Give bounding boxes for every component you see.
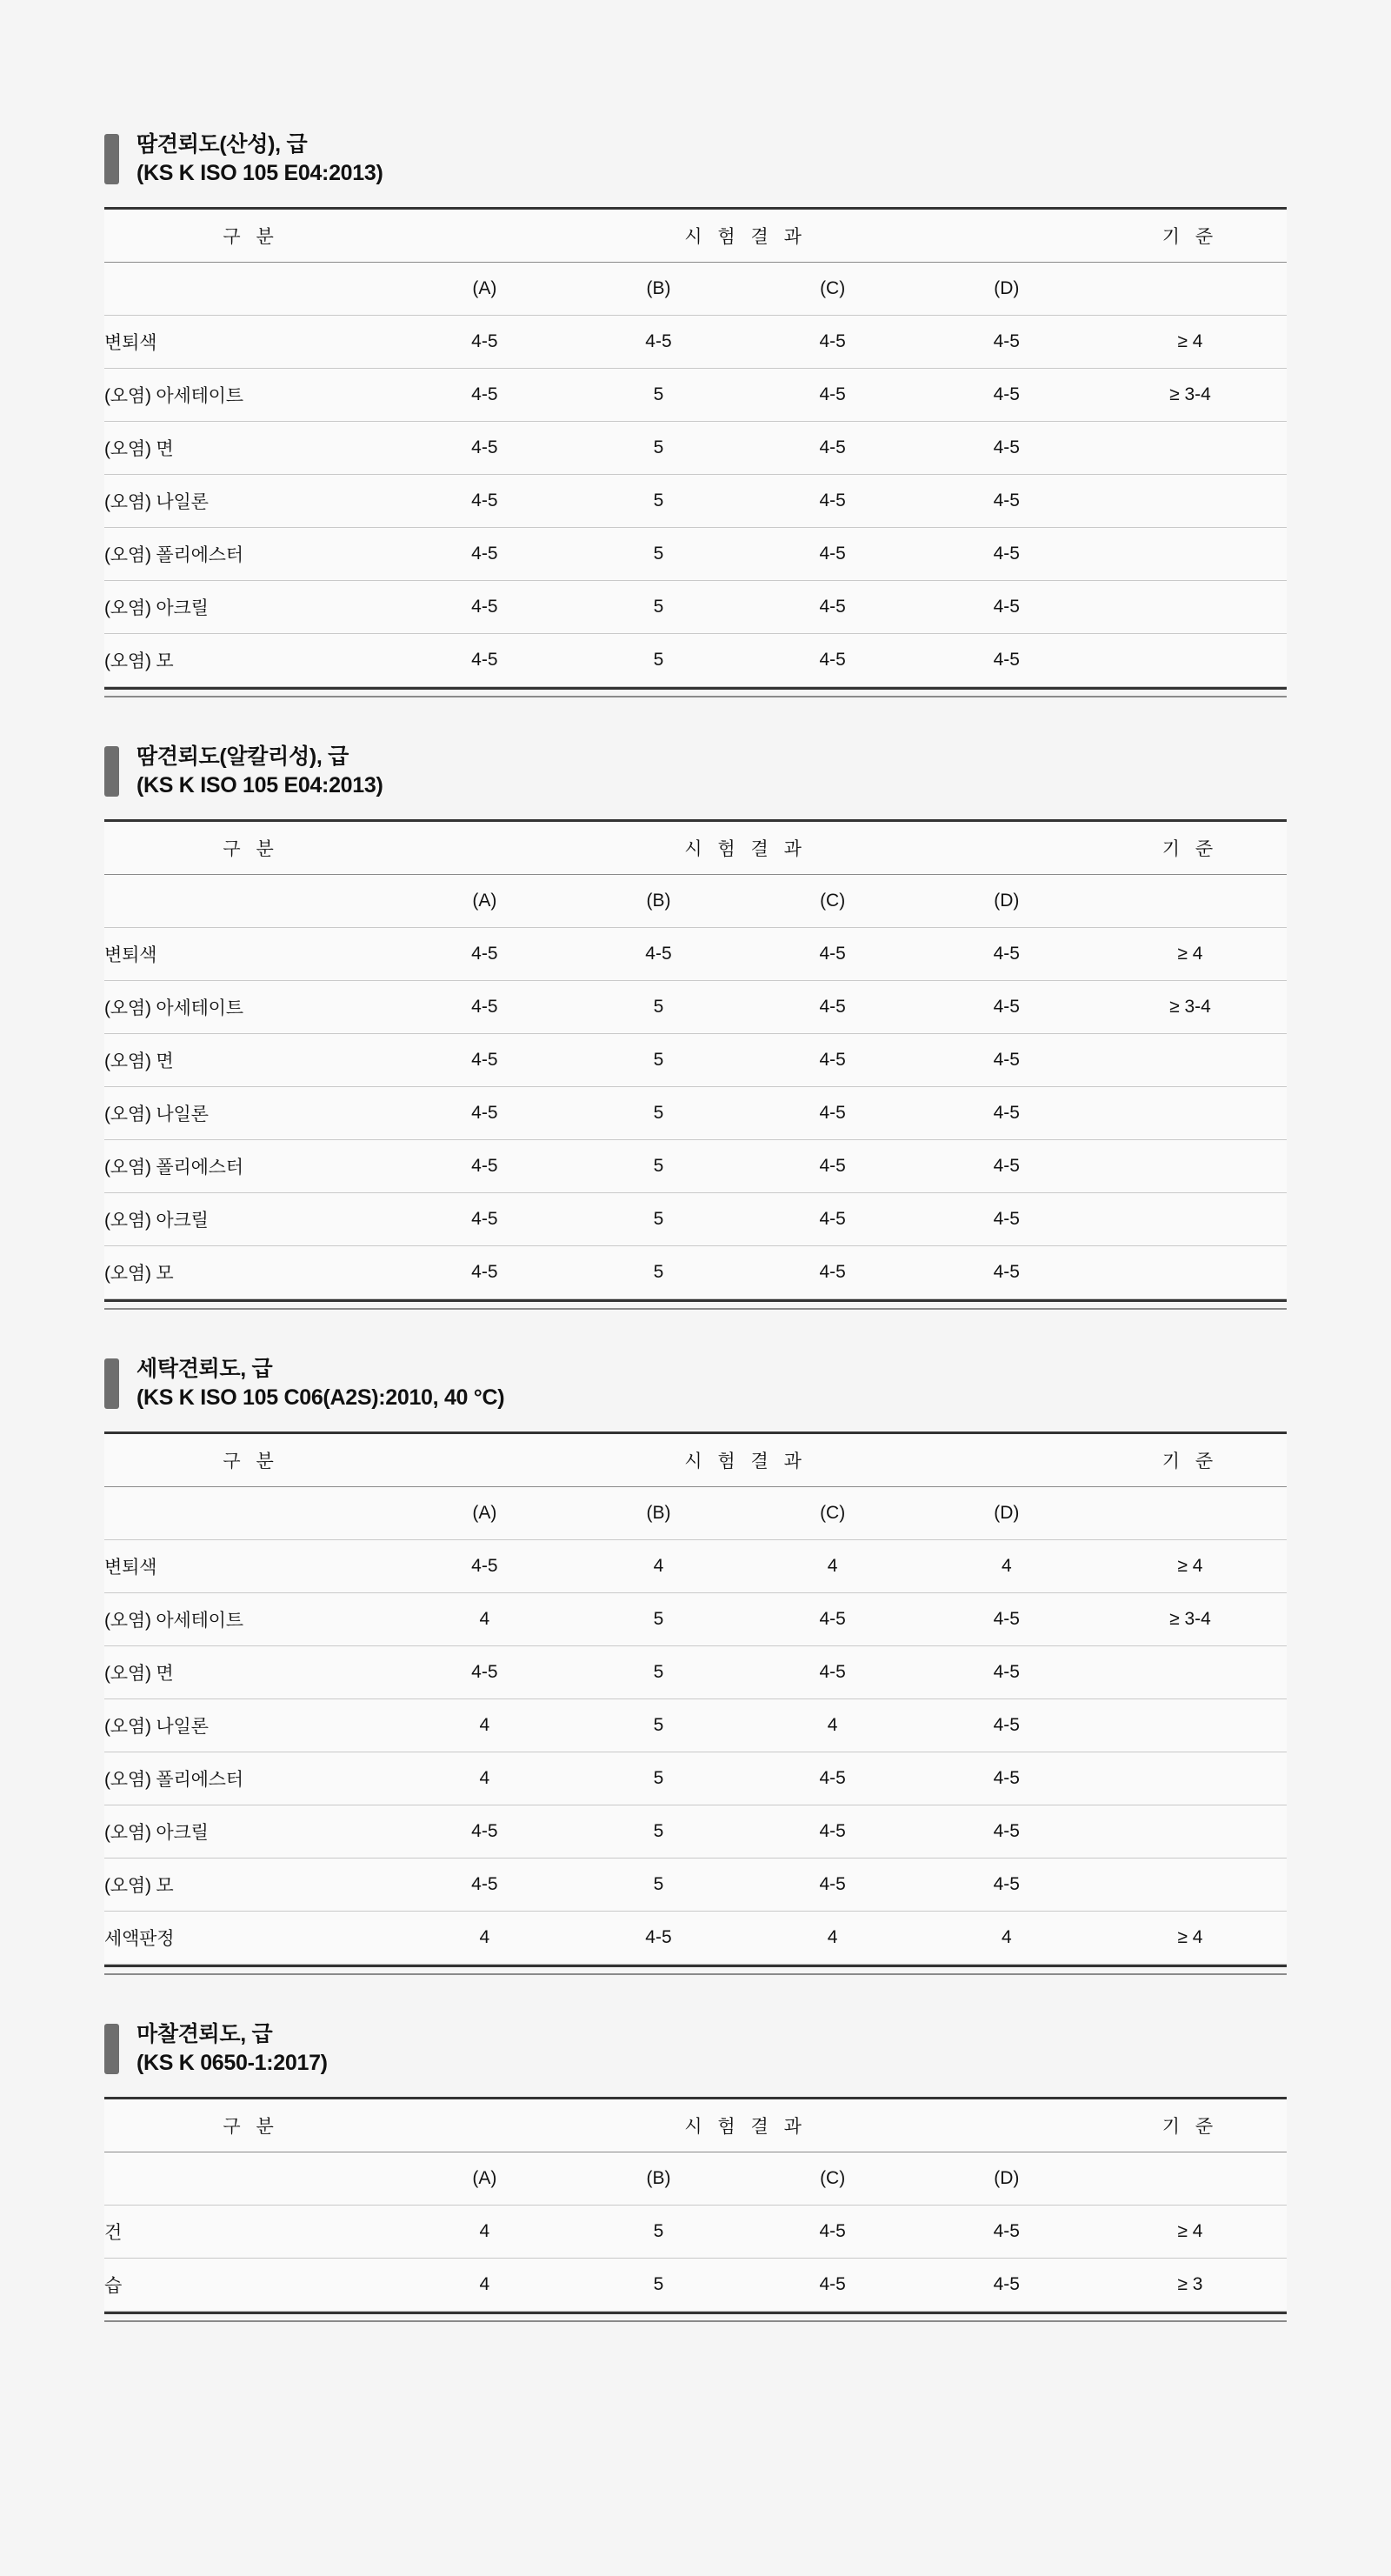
result-value: 4-5 xyxy=(397,1646,571,1699)
result-value: 4-5 xyxy=(397,1034,571,1087)
result-value: 4-5 xyxy=(746,2206,920,2259)
standard-value: ≥ 3-4 xyxy=(1094,369,1287,422)
header-test-results: 시 험 결 과 xyxy=(397,2099,1094,2152)
table-row xyxy=(104,1646,1287,1699)
letters-row-blank-right xyxy=(1094,2152,1287,2206)
table-row xyxy=(104,1699,1287,1752)
sample-label: (C) xyxy=(746,2152,920,2206)
section-divider xyxy=(104,1965,1287,1975)
table-head xyxy=(104,821,1287,928)
standard-value xyxy=(1094,1246,1287,1299)
table-row xyxy=(104,2259,1287,2312)
standard-value xyxy=(1094,1034,1287,1087)
sample-label: (A) xyxy=(397,263,571,316)
result-value: 4 xyxy=(397,1593,571,1646)
result-value: 4 xyxy=(920,1912,1094,1965)
standard-value: ≥ 3-4 xyxy=(1094,1593,1287,1646)
letters-row-blank-left xyxy=(104,875,397,928)
row-label: (오염) 폴리에스터 xyxy=(104,1140,397,1193)
section-standard-code: (KS K 0650-1:2017) xyxy=(136,2051,328,2075)
section-title: 땀견뢰도(산성), 급 xyxy=(136,132,308,157)
result-value: 4-5 xyxy=(920,528,1094,581)
header-division: 구 분 xyxy=(104,821,397,875)
test-section xyxy=(104,743,1287,1310)
result-value: 4-5 xyxy=(397,634,571,687)
result-value: 4-5 xyxy=(397,1193,571,1246)
table-row xyxy=(104,475,1287,528)
result-value: 4-5 xyxy=(920,2206,1094,2259)
header-row xyxy=(104,2099,1287,2152)
result-value: 4-5 xyxy=(746,475,920,528)
row-label: 변퇴색 xyxy=(104,928,397,981)
table-head xyxy=(104,2099,1287,2206)
result-value: 4-5 xyxy=(920,1805,1094,1859)
letters-row-blank-left xyxy=(104,2152,397,2206)
row-label: (오염) 나일론 xyxy=(104,1699,397,1752)
result-value: 4-5 xyxy=(746,528,920,581)
standard-value xyxy=(1094,1087,1287,1140)
result-value: 5 xyxy=(571,422,745,475)
result-value: 4 xyxy=(746,1540,920,1593)
result-value: 4-5 xyxy=(746,1805,920,1859)
standard-value xyxy=(1094,422,1287,475)
header-division: 구 분 xyxy=(104,209,397,263)
result-value: 4 xyxy=(397,2206,571,2259)
result-value: 4-5 xyxy=(746,1593,920,1646)
results-table xyxy=(104,207,1287,687)
result-value: 5 xyxy=(571,1193,745,1246)
section-divider xyxy=(104,1299,1287,1310)
row-label: 세액판정 xyxy=(104,1912,397,1965)
result-value: 5 xyxy=(571,1140,745,1193)
result-value: 4-5 xyxy=(920,1752,1094,1805)
table-body xyxy=(104,316,1287,687)
result-value: 4-5 xyxy=(920,1246,1094,1299)
result-value: 4-5 xyxy=(397,1859,571,1912)
result-value: 4-5 xyxy=(746,928,920,981)
result-value: 5 xyxy=(571,475,745,528)
row-label: (오염) 나일론 xyxy=(104,1087,397,1140)
table-body xyxy=(104,928,1287,1299)
result-value: 4 xyxy=(397,1699,571,1752)
results-table-wrapper xyxy=(104,207,1287,687)
row-label: (오염) 아크릴 xyxy=(104,1805,397,1859)
section-header xyxy=(104,743,1287,800)
header-standard: 기 준 xyxy=(1094,821,1287,875)
standard-value xyxy=(1094,1859,1287,1912)
section-divider xyxy=(104,687,1287,697)
table-head xyxy=(104,209,1287,316)
sample-label: (D) xyxy=(920,1487,1094,1540)
result-value: 4-5 xyxy=(920,1699,1094,1752)
section-standard-code: (KS K ISO 105 C06(A2S):2010, 40 °C) xyxy=(136,1385,505,1410)
table-row xyxy=(104,1912,1287,1965)
table-body xyxy=(104,1540,1287,1965)
table-row xyxy=(104,981,1287,1034)
section-title: 땀견뢰도(알칼리성), 급 xyxy=(136,744,349,769)
standard-value xyxy=(1094,1752,1287,1805)
result-value: 4-5 xyxy=(746,1859,920,1912)
standard-value: ≥ 4 xyxy=(1094,316,1287,369)
result-value: 4-5 xyxy=(571,1912,745,1965)
sample-label: (D) xyxy=(920,263,1094,316)
result-value: 4-5 xyxy=(920,581,1094,634)
sample-letters-row xyxy=(104,1487,1287,1540)
result-value: 4-5 xyxy=(746,981,920,1034)
result-value: 4-5 xyxy=(920,928,1094,981)
sample-label: (D) xyxy=(920,875,1094,928)
standard-value xyxy=(1094,581,1287,634)
result-value: 4 xyxy=(920,1540,1094,1593)
result-value: 4-5 xyxy=(746,422,920,475)
sample-label: (B) xyxy=(571,875,745,928)
result-value: 4-5 xyxy=(397,981,571,1034)
result-value: 4-5 xyxy=(920,1087,1094,1140)
sample-label: (C) xyxy=(746,1487,920,1540)
result-value: 5 xyxy=(571,1646,745,1699)
table-row xyxy=(104,1593,1287,1646)
result-value: 5 xyxy=(571,2206,745,2259)
table-row xyxy=(104,528,1287,581)
row-label: (오염) 아크릴 xyxy=(104,581,397,634)
result-value: 4-5 xyxy=(920,1140,1094,1193)
standard-value xyxy=(1094,634,1287,687)
standard-value: ≥ 4 xyxy=(1094,1912,1287,1965)
result-value: 4-5 xyxy=(920,1593,1094,1646)
result-value: 5 xyxy=(571,981,745,1034)
sample-label: (C) xyxy=(746,875,920,928)
result-value: 4-5 xyxy=(920,422,1094,475)
result-value: 4-5 xyxy=(571,928,745,981)
row-label: 건 xyxy=(104,2206,397,2259)
result-value: 4-5 xyxy=(920,1646,1094,1699)
result-value: 5 xyxy=(571,1859,745,1912)
sections-container xyxy=(104,130,1287,2322)
results-table xyxy=(104,1431,1287,1965)
result-value: 5 xyxy=(571,528,745,581)
header-test-results: 시 험 결 과 xyxy=(397,821,1094,875)
table-head xyxy=(104,1433,1287,1540)
result-value: 4-5 xyxy=(397,369,571,422)
result-value: 4-5 xyxy=(746,1140,920,1193)
result-value: 4-5 xyxy=(397,1087,571,1140)
result-value: 4 xyxy=(397,1752,571,1805)
result-value: 5 xyxy=(571,369,745,422)
section-header xyxy=(104,1355,1287,1412)
row-label: (오염) 폴리에스터 xyxy=(104,528,397,581)
result-value: 4-5 xyxy=(746,1246,920,1299)
result-value: 4-5 xyxy=(920,1034,1094,1087)
section-standard-code: (KS K ISO 105 E04:2013) xyxy=(136,161,383,185)
result-value: 4-5 xyxy=(920,1859,1094,1912)
row-label: (오염) 모 xyxy=(104,1859,397,1912)
table-row xyxy=(104,1540,1287,1593)
result-value: 4-5 xyxy=(920,2259,1094,2312)
section-marker-icon xyxy=(104,746,119,797)
letters-row-blank-right xyxy=(1094,875,1287,928)
result-value: 5 xyxy=(571,1246,745,1299)
header-test-results: 시 험 결 과 xyxy=(397,209,1094,263)
result-value: 4-5 xyxy=(920,981,1094,1034)
table-row xyxy=(104,928,1287,981)
header-row xyxy=(104,1433,1287,1487)
table-row xyxy=(104,1752,1287,1805)
result-value: 4 xyxy=(746,1699,920,1752)
result-value: 4-5 xyxy=(746,2259,920,2312)
letters-row-blank-left xyxy=(104,1487,397,1540)
table-row xyxy=(104,581,1287,634)
table-row xyxy=(104,634,1287,687)
section-title-group xyxy=(136,2020,328,2078)
sample-label: (C) xyxy=(746,263,920,316)
result-value: 4-5 xyxy=(397,1246,571,1299)
standard-value xyxy=(1094,1140,1287,1193)
test-section xyxy=(104,130,1287,697)
result-value: 4-5 xyxy=(397,1805,571,1859)
result-value: 5 xyxy=(571,1034,745,1087)
row-label: (오염) 모 xyxy=(104,634,397,687)
row-label: 변퇴색 xyxy=(104,1540,397,1593)
standard-value: ≥ 3-4 xyxy=(1094,981,1287,1034)
table-row xyxy=(104,2206,1287,2259)
section-marker-icon xyxy=(104,2024,119,2074)
result-value: 4-5 xyxy=(397,316,571,369)
result-value: 4-5 xyxy=(397,528,571,581)
table-row xyxy=(104,369,1287,422)
standard-value: ≥ 4 xyxy=(1094,2206,1287,2259)
table-row xyxy=(104,1034,1287,1087)
standard-value: ≥ 3 xyxy=(1094,2259,1287,2312)
result-value: 4-5 xyxy=(746,581,920,634)
table-body xyxy=(104,2206,1287,2312)
row-label: (오염) 아세테이트 xyxy=(104,369,397,422)
table-row xyxy=(104,422,1287,475)
sample-letters-row xyxy=(104,263,1287,316)
test-section xyxy=(104,2020,1287,2322)
result-value: 5 xyxy=(571,1087,745,1140)
header-test-results: 시 험 결 과 xyxy=(397,1433,1094,1487)
result-value: 4-5 xyxy=(746,369,920,422)
result-value: 4 xyxy=(746,1912,920,1965)
header-row xyxy=(104,821,1287,875)
sample-label: (B) xyxy=(571,263,745,316)
table-row xyxy=(104,1859,1287,1912)
sample-label: (B) xyxy=(571,1487,745,1540)
results-table-wrapper xyxy=(104,1431,1287,1965)
table-row xyxy=(104,1140,1287,1193)
standard-value xyxy=(1094,1646,1287,1699)
result-value: 4-5 xyxy=(920,316,1094,369)
section-marker-icon xyxy=(104,1358,119,1409)
standard-value xyxy=(1094,475,1287,528)
result-value: 4-5 xyxy=(746,1034,920,1087)
result-value: 4 xyxy=(397,1912,571,1965)
test-section xyxy=(104,1355,1287,1975)
row-label: (오염) 아세테이트 xyxy=(104,981,397,1034)
table-row xyxy=(104,1087,1287,1140)
row-label: (오염) 폴리에스터 xyxy=(104,1752,397,1805)
result-value: 4-5 xyxy=(397,1540,571,1593)
result-value: 5 xyxy=(571,1805,745,1859)
header-division: 구 분 xyxy=(104,1433,397,1487)
row-label: (오염) 아크릴 xyxy=(104,1193,397,1246)
row-label: (오염) 면 xyxy=(104,1034,397,1087)
section-standard-code: (KS K ISO 105 E04:2013) xyxy=(136,773,383,797)
section-header xyxy=(104,130,1287,188)
table-row xyxy=(104,1193,1287,1246)
result-value: 4-5 xyxy=(397,928,571,981)
result-value: 4-5 xyxy=(746,1752,920,1805)
section-title: 마찰견뢰도, 급 xyxy=(136,2022,273,2046)
sample-label: (B) xyxy=(571,2152,745,2206)
sample-label: (A) xyxy=(397,2152,571,2206)
sample-label: (D) xyxy=(920,2152,1094,2206)
header-standard: 기 준 xyxy=(1094,2099,1287,2152)
header-standard: 기 준 xyxy=(1094,209,1287,263)
result-value: 4-5 xyxy=(920,475,1094,528)
result-value: 5 xyxy=(571,1593,745,1646)
letters-row-blank-right xyxy=(1094,1487,1287,1540)
section-title: 세탁견뢰도, 급 xyxy=(136,1357,273,1381)
standard-value: ≥ 4 xyxy=(1094,928,1287,981)
result-value: 4-5 xyxy=(746,1087,920,1140)
section-marker-icon xyxy=(104,134,119,184)
result-value: 4 xyxy=(397,2259,571,2312)
row-label: 변퇴색 xyxy=(104,316,397,369)
results-table xyxy=(104,2097,1287,2312)
result-value: 4 xyxy=(571,1540,745,1593)
results-table-wrapper xyxy=(104,819,1287,1299)
result-value: 4-5 xyxy=(920,1193,1094,1246)
result-value: 4-5 xyxy=(571,316,745,369)
table-row xyxy=(104,316,1287,369)
standard-value xyxy=(1094,1699,1287,1752)
letters-row-blank-left xyxy=(104,263,397,316)
results-table xyxy=(104,819,1287,1299)
table-row xyxy=(104,1805,1287,1859)
row-label: (오염) 면 xyxy=(104,1646,397,1699)
section-title-group xyxy=(136,743,383,800)
section-title-group xyxy=(136,130,383,188)
row-label: (오염) 아세테이트 xyxy=(104,1593,397,1646)
result-value: 4-5 xyxy=(920,369,1094,422)
sample-label: (A) xyxy=(397,1487,571,1540)
standard-value xyxy=(1094,1193,1287,1246)
sample-label: (A) xyxy=(397,875,571,928)
row-label: 습 xyxy=(104,2259,397,2312)
section-title-group xyxy=(136,1355,504,1412)
row-label: (오염) 나일론 xyxy=(104,475,397,528)
header-row xyxy=(104,209,1287,263)
standard-value: ≥ 4 xyxy=(1094,1540,1287,1593)
results-table-wrapper xyxy=(104,2097,1287,2312)
result-value: 4-5 xyxy=(397,422,571,475)
table-row xyxy=(104,1246,1287,1299)
sample-letters-row xyxy=(104,875,1287,928)
row-label: (오염) 면 xyxy=(104,422,397,475)
standard-value xyxy=(1094,528,1287,581)
result-value: 5 xyxy=(571,634,745,687)
header-standard: 기 준 xyxy=(1094,1433,1287,1487)
sample-letters-row xyxy=(104,2152,1287,2206)
result-value: 5 xyxy=(571,2259,745,2312)
result-value: 5 xyxy=(571,581,745,634)
result-value: 5 xyxy=(571,1752,745,1805)
result-value: 4-5 xyxy=(746,1193,920,1246)
result-value: 4-5 xyxy=(397,475,571,528)
result-value: 4-5 xyxy=(920,634,1094,687)
row-label: (오염) 모 xyxy=(104,1246,397,1299)
result-value: 4-5 xyxy=(397,1140,571,1193)
standard-value xyxy=(1094,1805,1287,1859)
section-header xyxy=(104,2020,1287,2078)
section-divider xyxy=(104,2312,1287,2322)
letters-row-blank-right xyxy=(1094,263,1287,316)
result-value: 4-5 xyxy=(746,1646,920,1699)
result-value: 4-5 xyxy=(397,581,571,634)
result-value: 4-5 xyxy=(746,316,920,369)
result-value: 4-5 xyxy=(746,634,920,687)
result-value: 5 xyxy=(571,1699,745,1752)
header-division: 구 분 xyxy=(104,2099,397,2152)
